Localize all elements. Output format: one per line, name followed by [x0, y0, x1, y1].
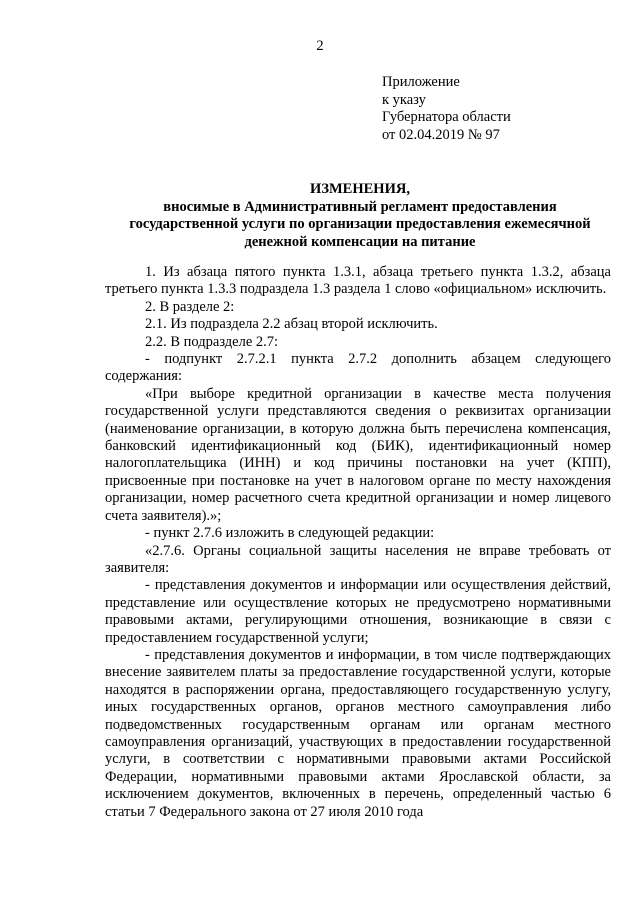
paragraph: 1. Из абзаца пятого пункта 1.3.1, абзаца третьего пункта 1.3.2, абзаца третьего пункта 1.3.3 подраздела 1.3 раздела 1 слово «официальном» исключить.: [105, 264, 611, 298]
appendix-line: Приложение: [382, 74, 460, 90]
paragraph: 2.2. В подразделе 2.7:: [145, 333, 279, 350]
paragraph: - подпункт 2.7.2.1 пункта 2.7.2 дополнить абзацем следующего содержания:: [105, 351, 611, 385]
paragraph: «2.7.6. Органы социальной защиты населения не вправе требовать от заявителя:: [105, 542, 611, 576]
title-line: денежной компенсации на питание: [244, 233, 476, 250]
paragraph: - представления документов и информации или осуществления действий, представление или осуществление которых не предусмотрено нормативными правовыми актами, регулирующими отношения, возникающие в связи с предоставлением государственной услуги;: [105, 577, 611, 646]
title-line: ИЗМЕНЕНИЯ,: [310, 181, 410, 197]
appendix-line: от 02.04.2019 № 97: [382, 126, 500, 143]
title-line: государственной услуги по организации предоставления ежемесячной: [129, 216, 591, 233]
document-title: [105, 181, 615, 251]
title-line: вносимые в Административный регламент предоставления: [163, 198, 557, 215]
paragraph: - пункт 2.7.6 изложить в следующей редакции:: [145, 525, 435, 542]
paragraph: 2. В разделе 2:: [145, 298, 235, 315]
appendix-line: Губернатора области: [382, 109, 511, 126]
page-number: 2: [316, 38, 324, 54]
document-body: [105, 264, 611, 821]
paragraph: «При выборе кредитной организации в качестве места получения государственной услуги представляются сведения о реквизитах организации (наименование организации, в которую должна быть перечислена компенсация, банковский идентификационный код (БИК), идентификационный номер налогоплательщика (ИНН) и код причины постановки на учет (КПП), присвоенные при постановке на учет в налоговом органе по месту нахождения организации, номер расчетного счета кредитной организации и номер лицевого счета заявителя).»;: [105, 385, 611, 524]
paragraph: - представления документов и информации, в том числе подтверждающих внесение заявителем платы за предоставление государственной услуги, которые находятся в распоряжении органа, предоставляющего государственную услугу, иных государственных органов, органов местного самоуправления либо подведомственных государственным органам или органам местного самоуправления организаций, участвующих в предоставлении государственной услуги, в соответствии с нормативными правовыми актами Российской Федерации, нормативными правовыми актами Ярославской области, за исключением документов, включенных в перечень, определенный частью 6 статьи 7 Федерального закона от 27 июля 2010 года: [105, 646, 611, 820]
paragraph: 2.1. Из подраздела 2.2 абзац второй исключить.: [145, 316, 438, 333]
appendix-block: [382, 74, 511, 144]
appendix-line: к указу: [382, 91, 426, 108]
